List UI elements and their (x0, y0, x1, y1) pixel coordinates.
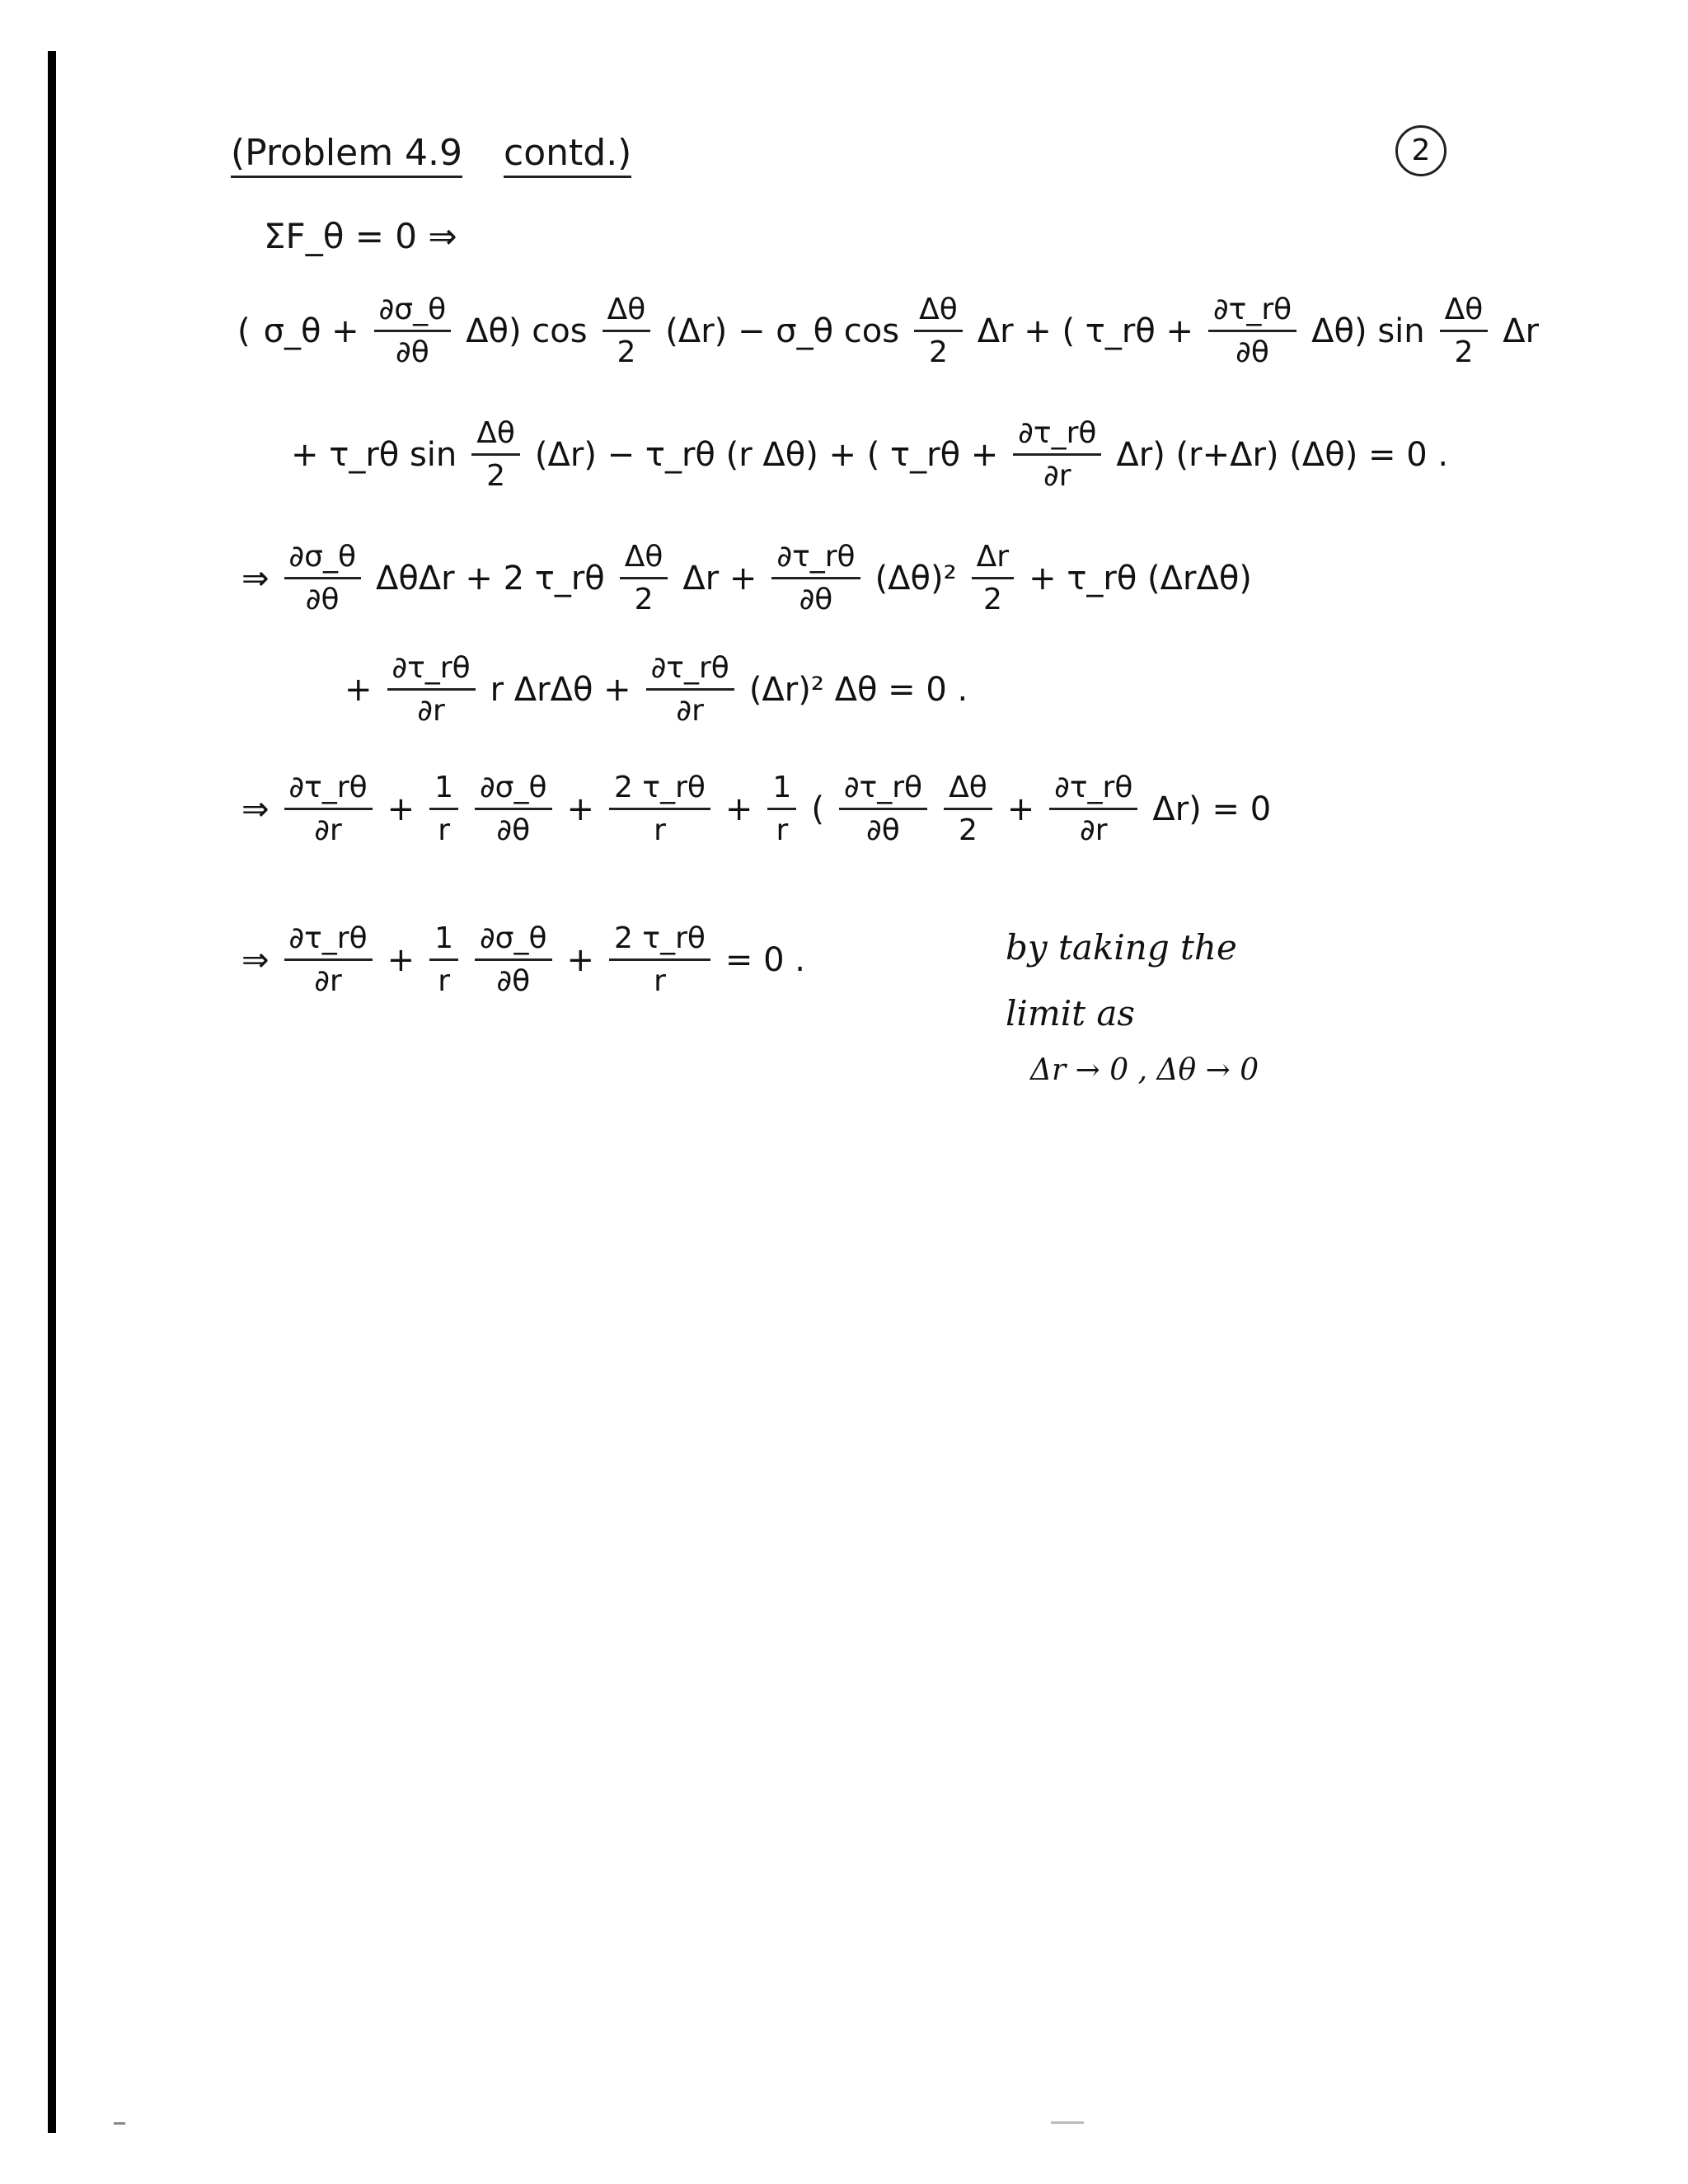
fraction-numerator: 2 τ_rθ (609, 771, 710, 810)
fraction-one-over-r (767, 771, 796, 847)
fraction-denominator: ∂r (314, 964, 342, 998)
plus-sign: + (566, 790, 595, 828)
fraction-numerator: ∂τ_rθ (387, 651, 476, 691)
term-text: ΔθΔr + 2 τ_rθ (375, 559, 605, 598)
fraction-numerator: ∂σ_θ (475, 921, 551, 961)
term-text: (Δr) − σ_θ cos (665, 312, 900, 350)
equation-line-2 (284, 416, 1455, 493)
fraction-half-dtheta (944, 771, 992, 847)
fraction-numerator: Δθ (914, 293, 963, 332)
term-sigma: σ_θ + (263, 312, 359, 350)
fraction-denominator: 2 (486, 459, 506, 493)
term-text: (Δθ)² (874, 559, 957, 598)
term-text: Δr + (682, 559, 757, 598)
scan-margin-bar (48, 51, 56, 2133)
fraction-dsigma-dtheta (475, 921, 551, 998)
fraction-one-over-r (429, 771, 458, 847)
term-text: (Δr)² Δθ = 0 . (748, 670, 968, 709)
implies-arrow: ⇒ (241, 790, 270, 828)
fraction-denominator: ∂θ (1236, 335, 1269, 369)
term-text: + τ_rθ (ΔrΔθ) (1029, 559, 1252, 598)
term-text: + τ_rθ sin (291, 435, 457, 474)
fraction-denominator: ∂θ (396, 335, 429, 369)
problem-header (231, 132, 661, 174)
fraction-dtau-dr (1049, 771, 1137, 847)
plus-sign: + (345, 670, 373, 709)
fraction-denominator: 2 (958, 813, 978, 847)
fraction-numerator: ∂τ_rθ (284, 921, 373, 961)
sum-forces-line: ΣF_θ = 0 ⇒ (264, 216, 457, 256)
contd-label: contd.) (504, 132, 631, 178)
fraction-denominator: ∂θ (866, 813, 900, 847)
fraction-numerator: 2 τ_rθ (609, 921, 710, 961)
fraction-numerator: ∂τ_rθ (839, 771, 927, 810)
fraction-numerator: ∂σ_θ (284, 540, 361, 579)
fraction-dtau-dtheta (1208, 293, 1296, 369)
fraction-dsigma-dtheta (284, 540, 361, 616)
open-paren: ( (237, 312, 251, 350)
fraction-numerator: Δθ (471, 416, 520, 456)
fraction-dtau-dr (387, 651, 476, 728)
term-text: = 0 . (724, 940, 806, 979)
fraction-numerator: Δr (972, 540, 1014, 579)
equation-line-4 (338, 651, 974, 728)
plus-sign: + (1006, 790, 1035, 828)
fraction-denominator: 2 (617, 335, 636, 369)
fraction-denominator: ∂r (314, 813, 342, 847)
fraction-numerator: Δθ (1440, 293, 1489, 332)
fraction-half-dtheta (471, 416, 520, 493)
term-text: Δr (1503, 312, 1540, 350)
term-text: Δr) = 0 (1152, 790, 1272, 828)
equation-line-3 (235, 540, 1259, 616)
fraction-numerator: Δθ (603, 293, 651, 332)
limit-note-line-2: limit as (1006, 993, 1135, 1033)
fraction-numerator: Δθ (944, 771, 992, 810)
fraction-denominator: r (438, 964, 451, 998)
fraction-numerator: Δθ (620, 540, 668, 579)
fraction-numerator: ∂τ_rθ (646, 651, 734, 691)
equation-line-1 (231, 293, 1545, 369)
fraction-numerator: 1 (429, 921, 458, 961)
fraction-dtau-dr (284, 771, 373, 847)
term-text: Δθ) cos (466, 312, 588, 350)
scan-artifact (114, 2122, 125, 2125)
fraction-denominator: r (438, 813, 451, 847)
term-text: Δr + ( τ_rθ + (977, 312, 1194, 350)
fraction-numerator: ∂τ_rθ (1013, 416, 1101, 456)
term-text: (Δr) − τ_rθ (r Δθ) + ( τ_rθ + (534, 435, 999, 474)
fraction-dtau-dtheta (839, 771, 927, 847)
fraction-half-dtheta (1440, 293, 1489, 369)
implies-arrow: ⇒ (241, 559, 270, 598)
limit-note-line-1: by taking the (1006, 927, 1237, 968)
equation-line-6 (235, 921, 812, 998)
fraction-denominator: 2 (634, 583, 654, 616)
fraction-denominator: 2 (928, 335, 948, 369)
fraction-one-over-r (429, 921, 458, 998)
fraction-numerator: ∂τ_rθ (1049, 771, 1137, 810)
fraction-dtau-dr (1013, 416, 1101, 493)
fraction-two-tau-over-r (609, 921, 710, 998)
fraction-numerator: ∂σ_θ (475, 771, 551, 810)
fraction-dsigma-dtheta (475, 771, 551, 847)
fraction-denominator: r (776, 813, 789, 847)
fraction-dtau-dr (646, 651, 734, 728)
fraction-denominator: 2 (982, 583, 1002, 616)
fraction-half-dtheta (620, 540, 668, 616)
fraction-numerator: 1 (767, 771, 796, 810)
term-text: r ΔrΔθ + (490, 670, 631, 709)
plus-sign: + (387, 940, 415, 979)
fraction-numerator: ∂τ_rθ (1208, 293, 1296, 332)
fraction-denominator: ∂r (1043, 459, 1071, 493)
fraction-denominator: r (654, 964, 666, 998)
fraction-denominator: 2 (1454, 335, 1474, 369)
open-paren: ( (811, 790, 824, 828)
fraction-numerator: ∂σ_θ (374, 293, 451, 332)
page-number-badge: 2 (1395, 125, 1447, 176)
fraction-half-dtheta (914, 293, 963, 369)
term-text: Δr) (r+Δr) (Δθ) = 0 . (1116, 435, 1449, 474)
fraction-numerator: ∂τ_rθ (771, 540, 860, 579)
fraction-denominator: ∂θ (799, 583, 833, 616)
fraction-half-dtheta (603, 293, 651, 369)
fraction-denominator: ∂r (417, 694, 445, 728)
fraction-denominator: ∂θ (496, 964, 531, 998)
plus-sign: + (387, 790, 415, 828)
scan-artifact (1051, 2121, 1084, 2124)
fraction-denominator: ∂θ (305, 583, 340, 616)
fraction-denominator: r (654, 813, 666, 847)
fraction-two-tau-over-r (609, 771, 710, 847)
fraction-half-dr (972, 540, 1014, 616)
fraction-denominator: ∂r (1080, 813, 1108, 847)
fraction-numerator: 1 (429, 771, 458, 810)
fraction-denominator: ∂r (676, 694, 704, 728)
fraction-denominator: ∂θ (496, 813, 531, 847)
plus-sign: + (724, 790, 753, 828)
fraction-dsigma-dtheta (374, 293, 451, 369)
term-text: Δθ) sin (1311, 312, 1425, 350)
implies-arrow: ⇒ (241, 940, 270, 979)
fraction-dtau-dtheta (771, 540, 860, 616)
fraction-numerator: ∂τ_rθ (284, 771, 373, 810)
problem-label: (Problem 4.9 (231, 132, 462, 178)
plus-sign: + (566, 940, 595, 979)
limit-note-line-3: Δr → 0 , Δθ → 0 (1030, 1053, 1259, 1087)
fraction-dtau-dr (284, 921, 373, 998)
equation-line-5 (235, 771, 1278, 847)
